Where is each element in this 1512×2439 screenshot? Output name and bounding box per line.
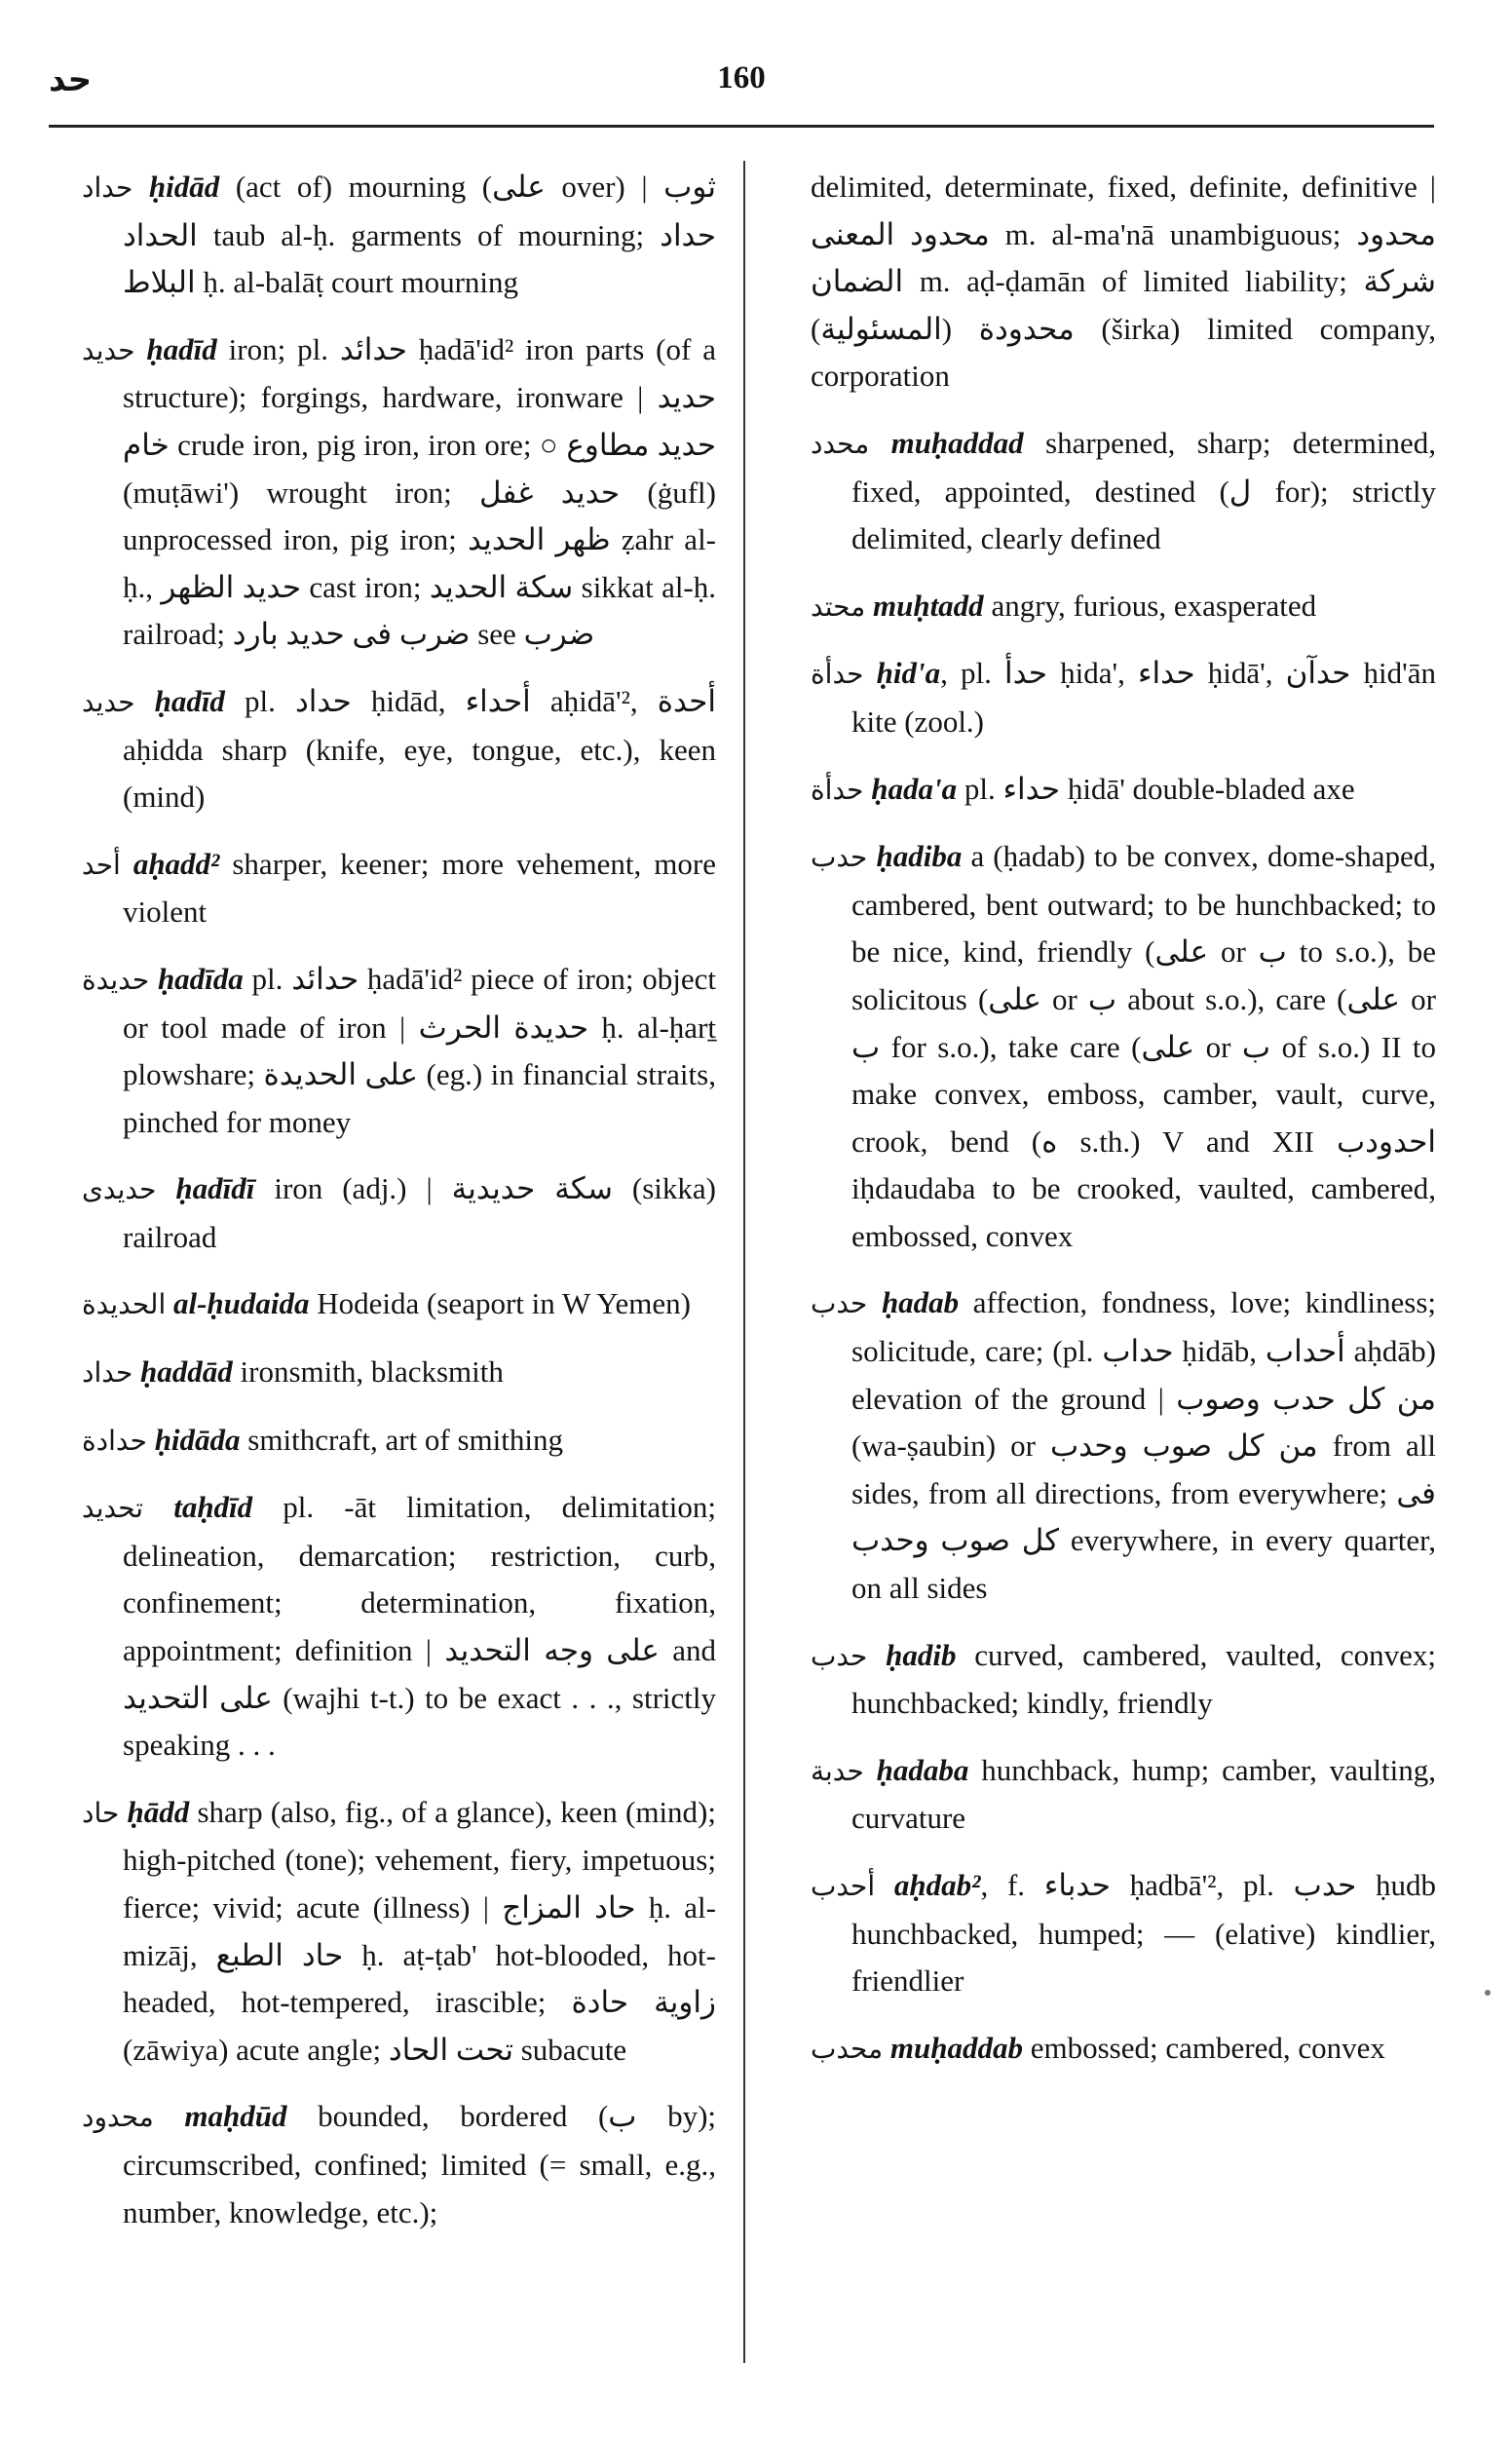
dictionary-entry: أحدب aḥdab², f. حدباء ḥadbā'², pl. حدب ḥudb hunchbacked, humped; — (elative) kindlier, friendlier [811,1868,1437,1999]
dictionary-entry: حدبة ḥadaba hunchback, hump; camber, vaulting, curvature [811,1752,1437,1836]
right-column [811,164,1436,2088]
dictionary-entry-continuation: delimited, determinate, fixed, definite, definitive | محدود المعنى m. al-ma'nā unambiguous; محدود الضمان m. aḍ-ḍamān of limited liability; شركة محدودة (المسئولية) (širka) limited company, corporation [811,170,1437,394]
scan-speck [1485,1990,1491,1996]
guide-word: حد [49,60,93,99]
dictionary-entry: حدأة ḥid'a, pl. حدأ ḥida', حداء ḥidā', حدآن ḥid'ān kite (zool.) [811,656,1436,739]
column-divider [743,161,745,2363]
dictionary-entry: حديد ḥadīd pl. حداد ḥidād, أحداء aḥidā'², أحدة aḥidda sharp (knife, eye, tongue, etc.), keen (mind) [82,683,717,815]
dictionary-entry: محدود maḥdūd bounded, bordered (ب by); circumscribed, confined; limited (= small, e.g., number, knowledge, etc.); [82,2099,717,2229]
page-number: 160 [717,60,766,95]
dictionary-entry: تحديد taḥdīd pl. -āt limitation, delimitation; delineation, demarcation; restriction, curb, confinement; determination, fixation, appointment; definition | على وجه التحديد and على التحديد (wajhi t-t.) to be exact . . ., strictly speaking . . . [82,1490,717,1763]
dictionary-entry: حديد ḥadīd iron; pl. حدائد ḥadā'id² iron parts (of a structure); forgings, hardware, ironware | حديد خام crude iron, pig iron, iron ore; ○ حديد مطاوع (muṭāwi') wrought iron; حديد غفل (ġufl) unprocessed iron, pig iron; ظهر الحديد ẓahr al-ḥ., حديد الظهر cast iron; سكة الحديد sikkat al-ḥ. railroad; ضرب فى حديد بارد see ضرب [82,331,717,652]
dictionary-entry: حداد ḥidād (act of) mourning (على over) | ثوب الحداد taub al-ḥ. garments of mourning; حداد البلاط ḥ. al-balāṭ court mourning [82,170,716,300]
dictionary-entry: محتد muḥtadd angry, furious, exasperated [811,588,1317,623]
dictionary-entry: حدب ḥadab affection, fondness, love; kindliness; solicitude, care; (pl. حداب ḥidāb, أحداب aḥdāb) elevation of the ground | من كل حدب وصوب (wa-ṣaubin) or من كل صوب وحدب from all sides, from all directions, from everywhere; فى كل صوب وحدب everywhere, in every quarter, on all sides [811,1285,1437,1606]
dictionary-entry: محدد muḥaddad sharpened, sharp; determined, fixed, appointed, destined (ل for); strictly delimited, clearly defined [811,425,1437,556]
header-rule [49,125,1434,128]
dictionary-entry: حدأة ḥada'a pl. حداء ḥidā' double-bladed axe [811,771,1355,806]
dictionary-entry: حديدى ḥadīdī iron (adj.) | سكة حديدية (sikka) railroad [82,1171,716,1254]
page-header [49,57,1434,115]
left-column [82,164,716,2252]
dictionary-entry: أحد aḥadd² sharper, keener; more vehement, more violent [82,846,716,930]
dictionary-entry: الحديدة al-ḥudaida Hodeida (seaport in W Yemen) [82,1286,691,1321]
dictionary-entry: حدادة ḥidāda smithcraft, art of smithing [82,1422,564,1457]
dictionary-entry: محدب muḥaddab embossed; cambered, convex [811,2030,1385,2065]
dictionary-entry: حدب ḥadiba a (ḥadab) to be convex, dome-shaped, cambered, bent outward; to be hunchbacked; to be nice, kind, friendly (على or ب to s.o.), be solicitous (على or ب about s.o.), care (على or ب for s.o.), take care (على or ب of s.o.) II to make convex, emboss, camber, vault, curve, crook, bend (ه s.th.) V and XII احدودب iḥdaudaba to be crooked, vaulted, cambered, embossed, convex [811,839,1437,1253]
dictionary-entry: حداد ḥaddād ironsmith, blacksmith [82,1354,504,1390]
dictionary-entry: حديدة ḥadīda pl. حدائد ḥadā'id² piece of iron; object or tool made of iron | حديدة الحرث ḥ. al-ḥarṯ plowshare; على الحديدة (eg.) in financial straits, pinched for money [82,961,716,1139]
dictionary-entry: حدب ḥadib curved, cambered, vaulted, convex; hunchbacked; kindly, friendly [811,1637,1436,1721]
dictionary-entry: حاد ḥādd sharp (also, fig., of a glance), keen (mind); high-pitched (tone); vehement, fiery, impetuous; fierce; vivid; acute (illness) | حاد المزاج ḥ. al-mizāj, حاد الطبع ḥ. aṭ-ṭab' hot-blooded, hot-headed, hot-tempered, irascible; زاوية حادة (zāwiya) acute angle; تحت الحاد subacute [82,1794,716,2067]
